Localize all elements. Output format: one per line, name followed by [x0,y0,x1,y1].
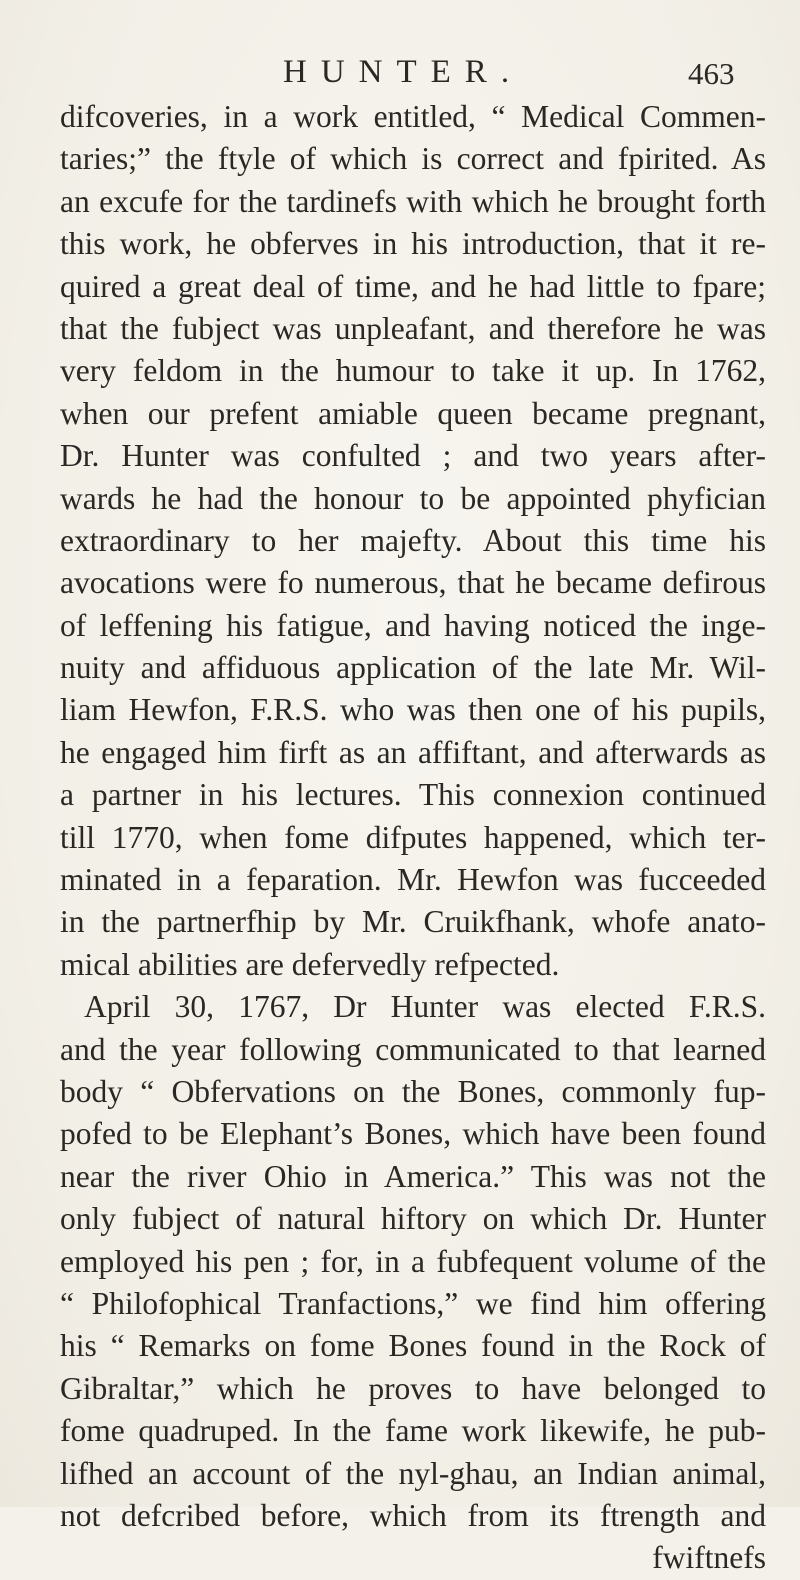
text-line: taries;” the ftyle of which is correct and fpirited. As [60,141,766,177]
text-line: Dr. Hunter was confulted ; and two years after- [60,438,766,474]
running-head [0,52,800,92]
text-line: that the fubject was unpleafant, and therefore he was [60,310,766,346]
text-line: lifhed an account of the nyl-ghau, an Indian animal, [60,1455,766,1491]
text-line: he engaged him firft as an affiftant, and afterwards as [60,734,766,770]
catchword: fwiftnefs [652,1540,766,1576]
text-line: fome quadruped. In the fame work likewife, he pub- [60,1413,766,1449]
running-title: HUNTER. [283,54,524,90]
text-line: mical abilities are defervedly refpected. [60,946,560,982]
text-line: difcoveries, in a work entitled, “ Medical Commen- [60,99,766,134]
text-line: near the river Ohio in America.” This was not the [60,1158,766,1194]
text-line: avocations were fo numerous, that he became defirous [60,565,766,601]
text-line: of leffening his fatigue, and having noticed the inge- [60,607,766,643]
text-line: liam Hewfon, F.R.S. who was then one of his pupils, [60,692,766,728]
text-line: Gibraltar,” which he proves to have belonged to [60,1370,766,1406]
text-line: nuity and affiduous application of the late Mr. Wil- [60,650,766,686]
text-line: very feldom in the humour to take it up. In 1762, [60,353,766,389]
text-line: “ Philofophical Tranfactions,” we find him offering [60,1285,766,1321]
text-line: his “ Remarks on fome Bones found in the Rock of [60,1328,766,1364]
text-line: extraordinary to her majefty. About this time his [60,522,766,558]
body-text [60,96,766,1580]
text-line: till 1770, when fome difputes happened, which ter- [60,819,766,855]
text-line: employed his pen ; for, in a fubfequent volume of the [60,1243,766,1279]
text-line: minated in a feparation. Mr. Hewfon was fucceeded [60,862,766,898]
text-line: only fubject of natural hiftory on which Dr. Hunter [60,1201,766,1237]
text-line: an excufe for the tardinefs with which he brought forth [60,183,766,219]
text-line: quired a great deal of time, and he had little to fpare; [60,268,766,304]
text-line: in the partnerfhip by Mr. Cruikfhank, whofe anato- [60,904,766,940]
text-line: this work, he obferves in his introduction, that it re- [60,226,766,262]
text-line: not defcribed before, which from its ftrength and [60,1497,766,1533]
text-line: when our prefent amiable queen became pregnant, [60,395,766,431]
text-line: pofed to be Elephant’s Bones, which have been found [60,1116,766,1152]
text-line: body “ Obfervations on the Bones, commonly fup- [60,1073,766,1109]
text-line: wards he had the honour to be appointed phyfician [60,480,766,516]
page-number: 463 [688,56,735,91]
text-line: and the year following communicated to that learned [60,1031,766,1067]
text-line: April 30, 1767, Dr Hunter was elected F.R.S. [84,989,766,1025]
text-line: a partner in his lectures. This connexion continued [60,777,766,813]
